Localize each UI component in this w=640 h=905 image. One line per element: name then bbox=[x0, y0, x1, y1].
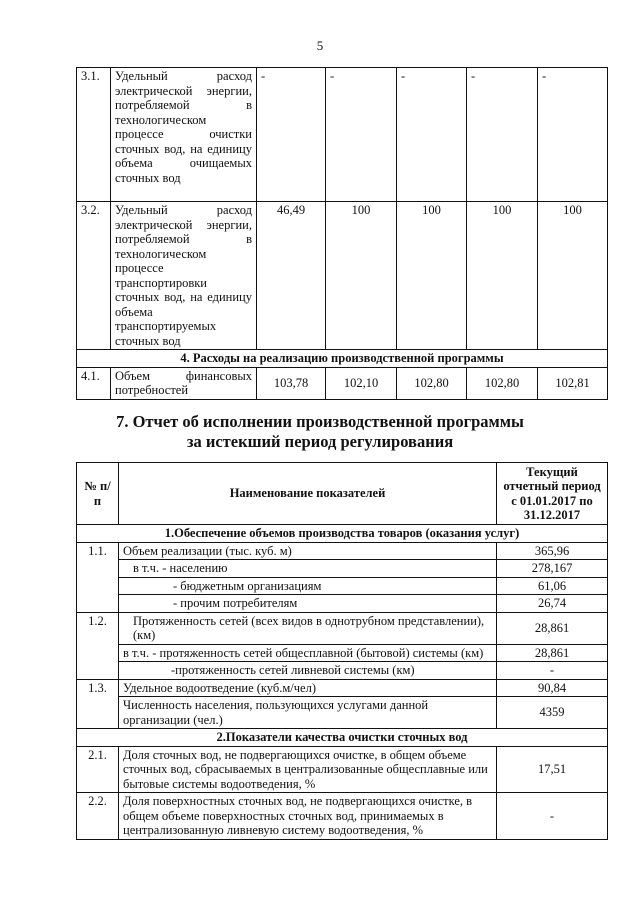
cell-value: 46,49 bbox=[257, 202, 326, 350]
row-name: Протяженность сетей (всех видов в однотрубном представлении), (км) bbox=[119, 612, 497, 644]
section-title: 4. Расходы на реализацию производственной программы bbox=[77, 350, 608, 368]
cell-value: - bbox=[467, 68, 538, 202]
cell-value: - bbox=[538, 68, 608, 202]
section-title: 1.Обеспечение объемов производства товаров (оказания услуг) bbox=[77, 525, 608, 543]
cell-value: - bbox=[326, 68, 397, 202]
row-name: Доля поверхностных сточных вод, не подвергающихся очистке, в общем объеме поверхностных сточных вод, принимаемых в централизованную ливневую систему водоотведения, % bbox=[119, 793, 497, 840]
cell-value: 365,96 bbox=[497, 542, 608, 560]
cell-value: 102,81 bbox=[538, 367, 608, 399]
section-header-row bbox=[77, 729, 608, 747]
table-row bbox=[77, 746, 608, 793]
table-row bbox=[77, 679, 608, 697]
cell-value: 28,861 bbox=[497, 612, 608, 644]
table-report bbox=[76, 462, 608, 840]
row-name: Объем финансовых потребностей bbox=[111, 367, 257, 399]
row-name: Удельный расход электрической энергии, потребляемой в технологическом процессе очистки сточных вод, на единицу объема очищаемых сточных вод bbox=[111, 68, 257, 202]
row-number: 4.1. bbox=[77, 367, 111, 399]
section-header-row bbox=[77, 350, 608, 368]
row-number: 1.3. bbox=[77, 679, 119, 729]
cell-value: 100 bbox=[538, 202, 608, 350]
cell-value: 103,78 bbox=[257, 367, 326, 399]
cell-value: 100 bbox=[397, 202, 467, 350]
cell-value: 100 bbox=[467, 202, 538, 350]
row-number: 1.2. bbox=[77, 612, 119, 679]
row-name: - бюджетным организациям bbox=[119, 577, 497, 595]
row-name: Численность населения, пользующихся услугами данной организации (чел.) bbox=[119, 697, 497, 729]
section-7-title-line2: за истекший период регулирования bbox=[186, 432, 454, 451]
cell-value: - bbox=[397, 68, 467, 202]
section-7-title bbox=[0, 412, 640, 452]
row-name: Удельное водоотведение (куб.м/чел) bbox=[119, 679, 497, 697]
table-row bbox=[77, 202, 608, 350]
table-row bbox=[77, 542, 608, 560]
cell-value: 26,74 bbox=[497, 595, 608, 613]
cell-value: 102,80 bbox=[467, 367, 538, 399]
header-name: Наименование показателей bbox=[119, 463, 497, 525]
row-name: в т.ч. - населению bbox=[119, 560, 497, 578]
cell-value: 90,84 bbox=[497, 679, 608, 697]
cell-value: 4359 bbox=[497, 697, 608, 729]
section-7-title-line1: 7. Отчет об исполнении производственной программы bbox=[116, 412, 524, 431]
cell-value: 28,861 bbox=[497, 644, 608, 662]
row-number: 3.2. bbox=[77, 202, 111, 350]
row-number: 2.2. bbox=[77, 793, 119, 840]
row-name: Удельный расход электрической энергии, потребляемой в технологическом процессе транспортировки сточных вод, на единицу объема транспортируемых сточных вод bbox=[111, 202, 257, 350]
cell-value: 100 bbox=[326, 202, 397, 350]
cell-value: 61,06 bbox=[497, 577, 608, 595]
row-number: 2.1. bbox=[77, 746, 119, 793]
cell-value: 17,51 bbox=[497, 746, 608, 793]
row-name: в т.ч. - протяженность сетей общесплавной (бытовой) системы (км) bbox=[119, 644, 497, 662]
table-indicators-continued bbox=[76, 67, 608, 400]
cell-value: 278,167 bbox=[497, 560, 608, 578]
row-name: Объем реализации (тыс. куб. м) bbox=[119, 542, 497, 560]
row-name: -протяженность сетей ливневой системы (км) bbox=[119, 662, 497, 680]
table-row bbox=[77, 697, 608, 729]
table-row bbox=[77, 793, 608, 840]
table-header-row bbox=[77, 463, 608, 525]
header-num: № п/п bbox=[77, 463, 119, 525]
table-row bbox=[77, 595, 608, 613]
table-row bbox=[77, 560, 608, 578]
table-row bbox=[77, 577, 608, 595]
table-row bbox=[77, 644, 608, 662]
header-period: Текущий отчетный период с 01.01.2017 по 31.12.2017 bbox=[497, 463, 608, 525]
table-row bbox=[77, 68, 608, 202]
section-header-row bbox=[77, 525, 608, 543]
page-number: 5 bbox=[316, 38, 324, 53]
cell-value: - bbox=[497, 662, 608, 680]
cell-value: 102,10 bbox=[326, 367, 397, 399]
cell-value: - bbox=[497, 793, 608, 840]
section-title: 2.Показатели качества очистки сточных вод bbox=[77, 729, 608, 747]
row-number: 1.1. bbox=[77, 542, 119, 612]
cell-value: 102,80 bbox=[397, 367, 467, 399]
row-name: Доля сточных вод, не подвергающихся очистке, в общем объеме сточных вод, сбрасываемых в централизованные общесплавные или бытовые системы водоотведения, % bbox=[119, 746, 497, 793]
row-number: 3.1. bbox=[77, 68, 111, 202]
table-row bbox=[77, 662, 608, 680]
cell-value: - bbox=[257, 68, 326, 202]
table-row bbox=[77, 367, 608, 399]
table-row bbox=[77, 612, 608, 644]
row-name: - прочим потребителям bbox=[119, 595, 497, 613]
